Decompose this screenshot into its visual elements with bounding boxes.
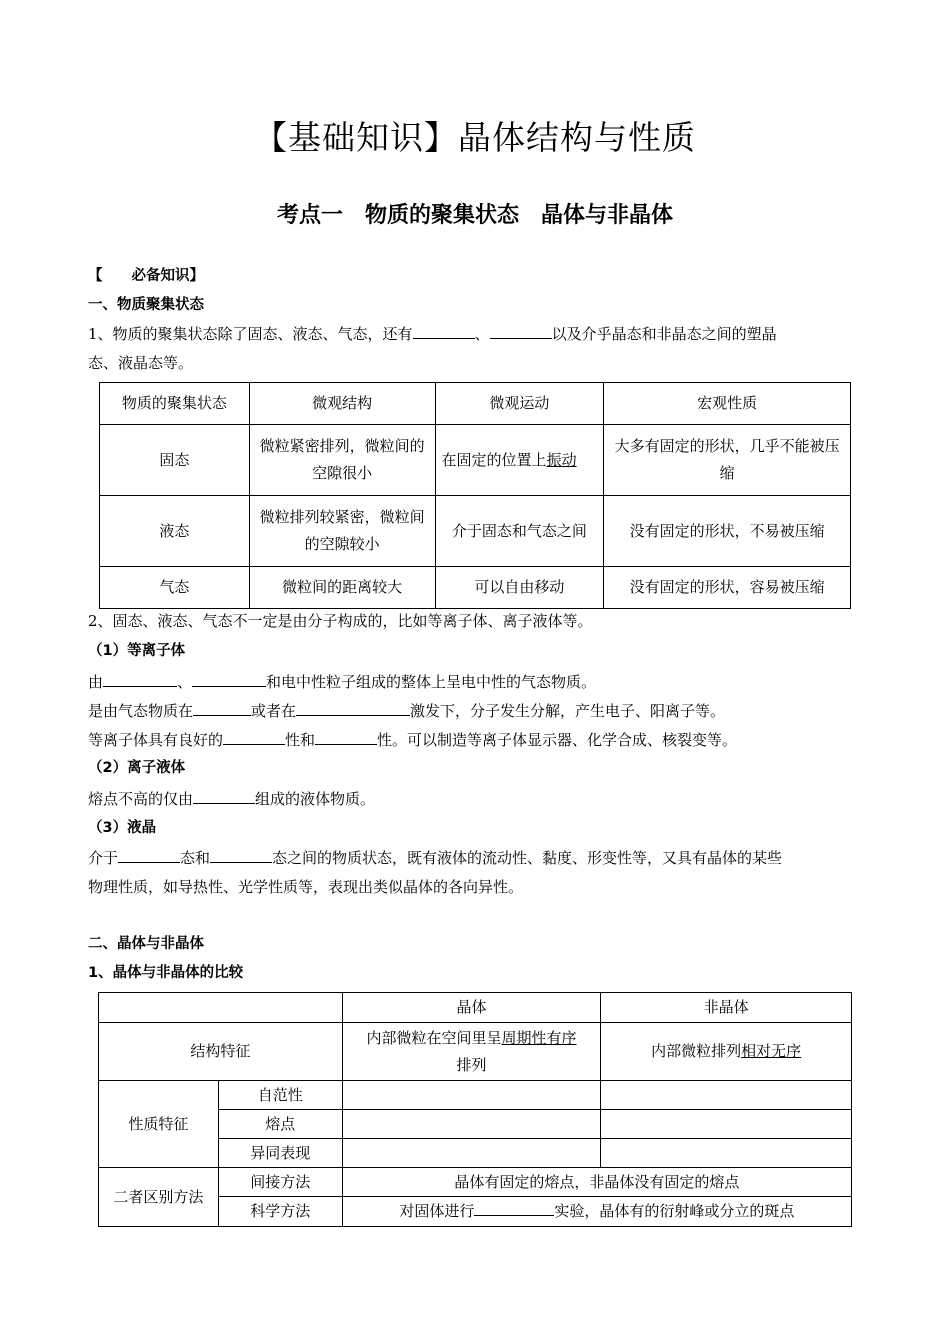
table-cell-empty xyxy=(601,1139,852,1168)
table-cell: 可以自由移动 xyxy=(435,567,604,609)
table-cell: 微粒间的距离较大 xyxy=(249,567,435,609)
table-cell-empty xyxy=(342,1139,601,1168)
table-cell-empty xyxy=(342,1110,601,1139)
table-row-label: 自范性 xyxy=(218,1081,342,1110)
table-cell-empty xyxy=(342,1081,601,1110)
text: 组成的液体物质。 xyxy=(255,790,376,808)
text: 态之间的物质状态，既有液体的流动性、黏度、形变性等，又具有晶体的某些 xyxy=(272,849,783,867)
table-row-label: 性质特征 xyxy=(99,1081,219,1168)
paragraph xyxy=(88,697,866,726)
paragraph xyxy=(88,844,866,873)
table-cell xyxy=(342,1197,851,1227)
table-cell: 固态 xyxy=(100,425,250,496)
fill-blank xyxy=(474,1198,554,1216)
paragraph xyxy=(88,320,866,349)
table-cell: 微粒紧密排列，微粒间的空隙很小 xyxy=(249,425,435,496)
underlined-text: 周期性有序 xyxy=(501,1028,577,1047)
fill-blank xyxy=(193,786,255,804)
table-cell-empty xyxy=(601,1081,852,1110)
liquid-crystal-heading: （3）液晶 xyxy=(88,820,157,836)
fill-blank xyxy=(490,321,552,339)
text: 性。可以制造等离子体显示器、化学合成、核裂变等。 xyxy=(377,731,738,749)
table-cell: 液态 xyxy=(100,496,250,567)
text: 内部微粒在空间里呈 xyxy=(366,1028,502,1047)
table-header: 非晶体 xyxy=(601,993,852,1023)
fill-blank xyxy=(296,698,410,716)
text: 1、物质的聚集状态除了固态、液态、气态，还有 xyxy=(88,325,413,343)
fill-blank xyxy=(315,727,377,745)
table-cell: 微粒排列较紧密，微粒间的空隙较小 xyxy=(249,496,435,567)
table-header: 微观运动 xyxy=(435,383,604,425)
text: 或者在 xyxy=(251,702,297,720)
text: 性和 xyxy=(285,731,316,749)
table-header: 物质的聚集状态 xyxy=(100,383,250,425)
table-cell-empty xyxy=(601,1110,852,1139)
table-cell xyxy=(601,1023,852,1081)
part2-heading: 二、晶体与非晶体 xyxy=(88,936,204,952)
paragraph: 态、液晶态等。 xyxy=(88,354,194,372)
crystal-comparison-table xyxy=(98,992,852,1227)
table-cell: 大多有固定的形状，几乎不能被压缩 xyxy=(604,425,851,496)
table-row-label: 熔点 xyxy=(218,1110,342,1139)
plasma-heading: （1）等离子体 xyxy=(88,643,186,659)
text: 态和 xyxy=(180,849,211,867)
section-header: 【 必备知识】 xyxy=(88,268,204,284)
text: 介于 xyxy=(88,849,119,867)
fill-blank xyxy=(223,727,285,745)
fill-blank xyxy=(193,698,251,716)
table-cell: 晶体有固定的熔点，非晶体没有固定的熔点 xyxy=(342,1168,851,1197)
part2-subheading: 1、晶体与非晶体的比较 xyxy=(88,965,244,981)
table-row-label: 二者区别方法 xyxy=(99,1168,219,1227)
text: 、 xyxy=(177,673,193,691)
text: 在固定的位置上 xyxy=(441,450,547,469)
paragraph xyxy=(88,668,866,697)
table-cell: 气态 xyxy=(100,567,250,609)
fill-blank xyxy=(118,845,180,863)
paragraph: 物理性质，如导热性、光学性质等，表现出类似晶体的各向异性。 xyxy=(88,878,524,896)
fill-blank xyxy=(103,669,177,687)
table-cell: 介于固态和气态之间 xyxy=(435,496,604,567)
table-row-label: 异同表现 xyxy=(218,1139,342,1168)
table-cell xyxy=(435,425,604,496)
table-row-label: 科学方法 xyxy=(218,1197,342,1227)
ionic-liquid-heading: （2）离子液体 xyxy=(88,760,186,776)
page-title: 【基础知识】晶体结构与性质 xyxy=(254,118,696,157)
text: 和电中性粒子组成的整体上呈电中性的气态物质。 xyxy=(266,673,597,691)
table-row-label: 结构特征 xyxy=(99,1023,343,1081)
text: 以及介乎晶态和非晶态之间的塑晶 xyxy=(551,325,777,343)
text: 对固体进行 xyxy=(399,1202,475,1220)
text: 是由气态物质在 xyxy=(88,702,194,720)
text: 实验，晶体有的衍射峰或分立的斑点 xyxy=(554,1202,795,1220)
text: 、 xyxy=(474,325,490,343)
text: 熔点不高的仅由 xyxy=(88,790,194,808)
text: 内部微粒排列 xyxy=(651,1042,742,1060)
text: 由 xyxy=(88,673,104,691)
table-cell: 没有固定的形状，容易被压缩 xyxy=(604,567,851,609)
fill-blank xyxy=(413,321,475,339)
table-row-label: 间接方法 xyxy=(218,1168,342,1197)
states-table xyxy=(99,382,851,609)
underlined-text: 振动 xyxy=(546,450,577,469)
table-cell-empty xyxy=(99,993,343,1023)
underlined-text: 相对无序 xyxy=(741,1042,802,1060)
text: 等离子体具有良好的 xyxy=(88,731,224,749)
text: 激发下，分子发生分解，产生电子、阳离子等。 xyxy=(410,702,726,720)
paragraph: 2、固态、液态、气态不一定是由分子构成的，比如等离子体、离子液体等。 xyxy=(88,612,593,630)
paragraph xyxy=(88,785,866,814)
text: 排列 xyxy=(456,1055,487,1074)
table-cell xyxy=(342,1023,601,1081)
table-cell: 没有固定的形状，不易被压缩 xyxy=(604,496,851,567)
table-header: 宏观性质 xyxy=(604,383,851,425)
paragraph xyxy=(88,726,866,755)
table-header: 微观结构 xyxy=(249,383,435,425)
page-subtitle: 考点一 物质的聚集状态 晶体与非晶体 xyxy=(276,203,673,228)
table-header: 晶体 xyxy=(342,993,601,1023)
part1-heading: 一、物质聚集状态 xyxy=(88,297,204,313)
fill-blank xyxy=(210,845,272,863)
fill-blank xyxy=(192,669,266,687)
